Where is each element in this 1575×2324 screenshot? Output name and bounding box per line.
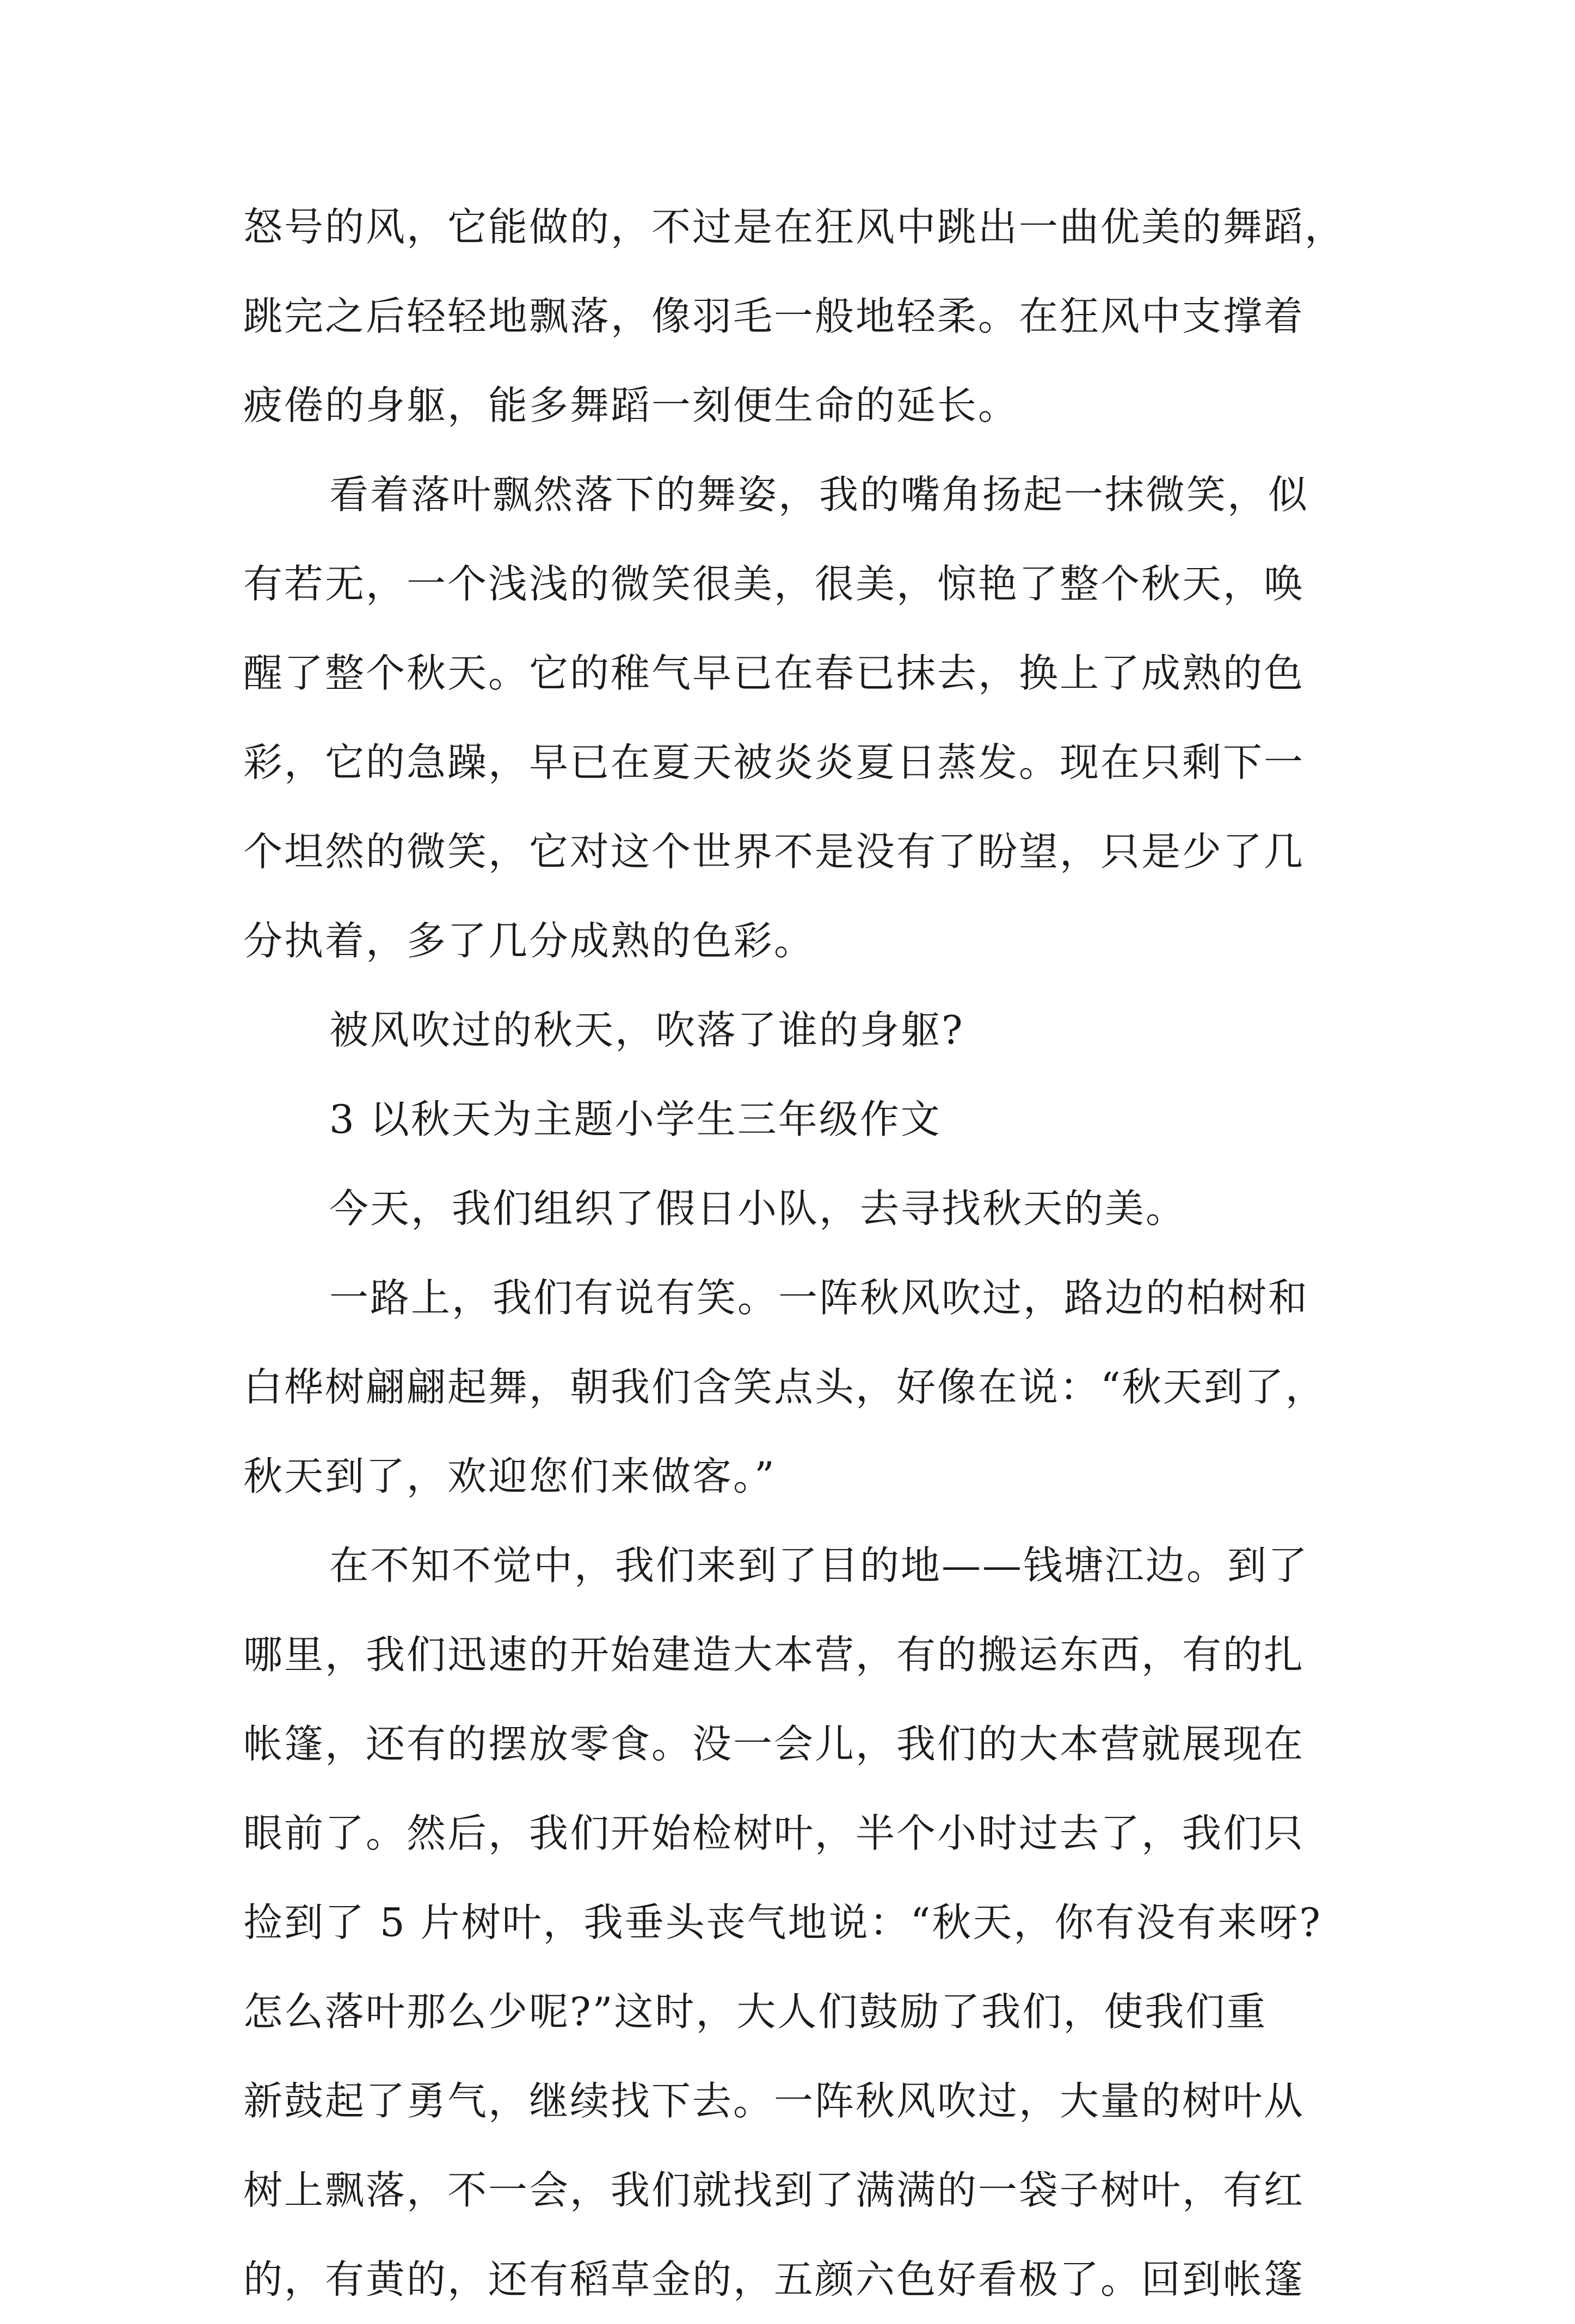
text-line: 有若无，一个浅浅的微笑很美，很美，惊艳了整个秋天，唤	[243, 561, 1305, 607]
text-line: 今天，我们组织了假日小队，去寻找秋天的美。	[329, 1186, 1187, 1231]
text-line: 哪里，我们迅速的开始建造大本营，有的搬运东西，有的扎	[243, 1632, 1305, 1678]
text-line: 一路上，我们有说有笑。一阵秋风吹过，路边的柏树和	[329, 1275, 1309, 1321]
text-line: 怎么落叶那么少呢?”这时，大人们鼓励了我们，使我们重	[243, 1989, 1268, 2035]
text-line: 个坦然的微笑，它对这个世界不是没有了盼望，只是少了几	[243, 829, 1305, 874]
text-line: 新鼓起了勇气，继续找下去。一阵秋风吹过，大量的树叶从	[243, 2078, 1305, 2124]
text-line: 跳完之后轻轻地飘落，像羽毛一般地轻柔。在狂风中支撑着	[243, 293, 1305, 339]
text-line: 醒了整个秋天。它的稚气早已在春已抹去，换上了成熟的色	[243, 650, 1305, 696]
text-line: 彩，它的急躁，早已在夏天被炎炎夏日蒸发。现在只剩下一	[243, 739, 1305, 785]
text-line: 看着落叶飘然落下的舞姿，我的嘴角扬起一抹微笑，似	[329, 472, 1309, 517]
text-line: 分执着，多了几分成熟的色彩。	[243, 918, 815, 964]
text-line: 捡到了 5 片树叶，我垂头丧气地说：“秋天，你有没有来呀?	[243, 1900, 1322, 1945]
text-line: 眼前了。然后，我们开始检树叶，半个小时过去了，我们只	[243, 1810, 1305, 1856]
essay-body	[243, 182, 1346, 2324]
text-line: 白桦树翩翩起舞，朝我们含笑点头，好像在说：“秋天到了，	[243, 1364, 1326, 1410]
text-line: 帐篷，还有的摆放零食。没一会儿，我们的大本营就展现在	[243, 1721, 1305, 1767]
text-line: 的，有黄的，还有稻草金的，五颜六色好看极了。回到帐篷	[243, 2257, 1305, 2302]
text-line: 被风吹过的秋天，吹落了谁的身躯?	[329, 1007, 964, 1053]
text-line: 怒号的风，它能做的，不过是在狂风中跳出一曲优美的舞蹈，	[243, 204, 1346, 250]
text-line: 疲倦的身躯，能多舞蹈一刻便生命的延长。	[243, 383, 1019, 428]
text-line: 秋天到了，欢迎您们来做客。”	[243, 1453, 776, 1499]
text-line: 3 以秋天为主题小学生三年级作文	[329, 1096, 942, 1142]
text-line: 在不知不觉中，我们来到了目的地——钱塘江边。到了	[329, 1543, 1309, 1588]
text-line: 树上飘落，不一会，我们就找到了满满的一袋子树叶，有红	[243, 2167, 1305, 2213]
